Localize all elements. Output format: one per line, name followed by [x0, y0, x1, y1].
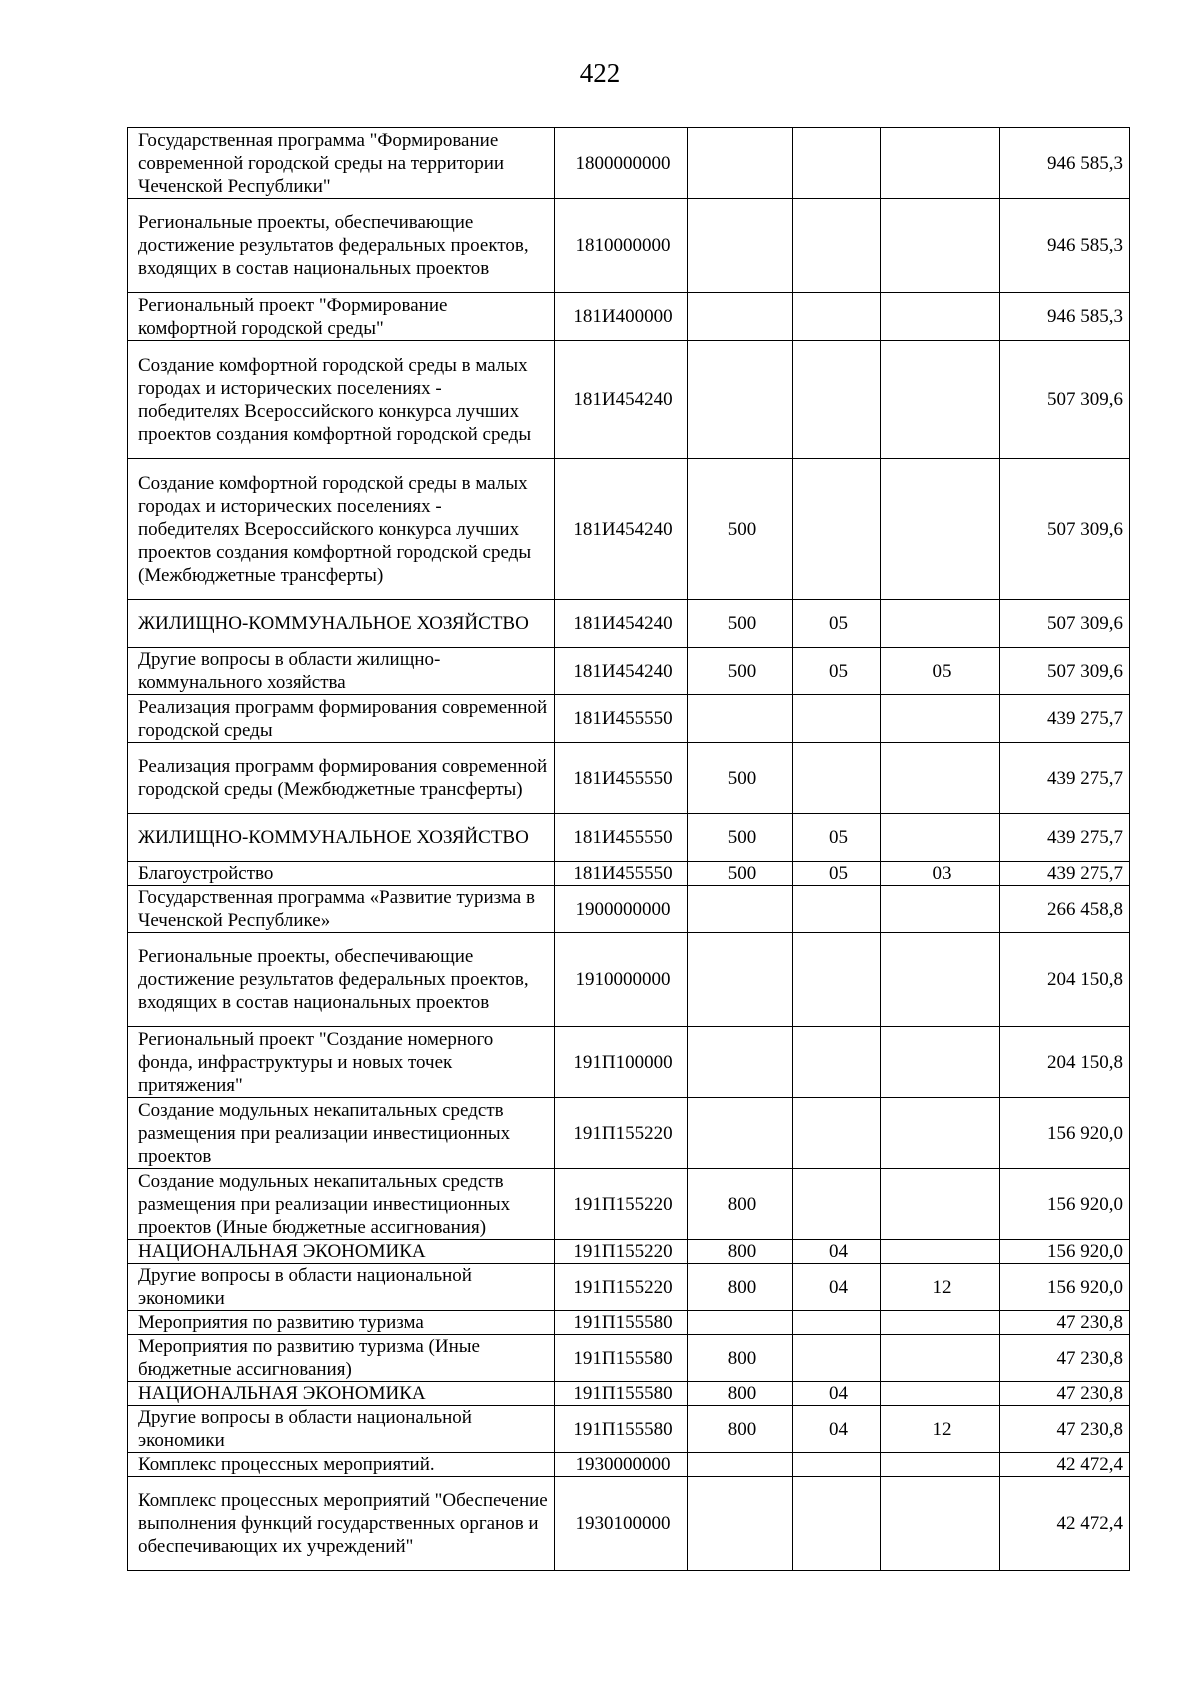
- row-rz: 05: [793, 862, 881, 886]
- row-rz: [793, 1311, 881, 1335]
- row-rz: 04: [793, 1264, 881, 1311]
- row-vr: [688, 933, 793, 1027]
- row-sum: 42 472,4: [1000, 1477, 1130, 1571]
- row-sum: 507 309,6: [1000, 648, 1130, 695]
- row-pr: [881, 1382, 1000, 1406]
- row-code: 1800000000: [555, 128, 688, 199]
- row-rz: [793, 933, 881, 1027]
- row-vr: 500: [688, 814, 793, 862]
- row-pr: [881, 814, 1000, 862]
- row-sum: 156 920,0: [1000, 1264, 1130, 1311]
- row-code: 181И454240: [555, 459, 688, 600]
- row-rz: 05: [793, 814, 881, 862]
- row-pr: [881, 886, 1000, 933]
- row-sum: 156 920,0: [1000, 1240, 1130, 1264]
- row-pr: [881, 293, 1000, 341]
- row-name: Реализация программ формирования современной городской среды (Межбюджетные трансферты): [128, 743, 555, 814]
- row-name: Мероприятия по развитию туризма (Иные бюджетные ассигнования): [128, 1335, 555, 1382]
- row-code: 191П155580: [555, 1335, 688, 1382]
- row-rz: 05: [793, 648, 881, 695]
- table-row: [128, 1027, 1130, 1098]
- row-name: Региональный проект "Создание номерного фонда, инфраструктуры и новых точек притяжения": [128, 1027, 555, 1098]
- row-pr: [881, 1311, 1000, 1335]
- row-rz: [793, 1453, 881, 1477]
- row-name: НАЦИОНАЛЬНАЯ ЭКОНОМИКА: [128, 1382, 555, 1406]
- row-name: Государственная программа «Развитие туризма в Чеченской Республике»: [128, 886, 555, 933]
- row-pr: [881, 1027, 1000, 1098]
- row-vr: [688, 1477, 793, 1571]
- row-name: НАЦИОНАЛЬНАЯ ЭКОНОМИКА: [128, 1240, 555, 1264]
- row-pr: [881, 199, 1000, 293]
- row-code: 191П155220: [555, 1264, 688, 1311]
- row-code: 181И454240: [555, 341, 688, 459]
- row-pr: [881, 1477, 1000, 1571]
- row-sum: 47 230,8: [1000, 1311, 1130, 1335]
- row-name: Государственная программа "Формирование современной городской среды на территории Чеченской Республики": [128, 128, 555, 199]
- row-rz: [793, 886, 881, 933]
- row-name: Другие вопросы в области жилищно-коммунального хозяйства: [128, 648, 555, 695]
- row-sum: 266 458,8: [1000, 886, 1130, 933]
- row-rz: 04: [793, 1406, 881, 1453]
- row-rz: [793, 1477, 881, 1571]
- row-sum: 156 920,0: [1000, 1098, 1130, 1169]
- row-pr: 12: [881, 1264, 1000, 1311]
- row-vr: 800: [688, 1382, 793, 1406]
- row-code: 191П155220: [555, 1240, 688, 1264]
- row-vr: [688, 293, 793, 341]
- row-name: Региональные проекты, обеспечивающие достижение результатов федеральных проектов, входящих в состав национальных проектов: [128, 933, 555, 1027]
- row-code: 191П155580: [555, 1382, 688, 1406]
- row-name: Реализация программ формирования современной городской среды: [128, 695, 555, 743]
- row-sum: 47 230,8: [1000, 1382, 1130, 1406]
- row-code: 191П155220: [555, 1098, 688, 1169]
- row-code: 181И454240: [555, 600, 688, 648]
- row-name: Региональные проекты, обеспечивающие достижение результатов федеральных проектов, входящих в состав национальных проектов: [128, 199, 555, 293]
- row-name: Создание модульных некапитальных средств размещения при реализации инвестиционных проектов: [128, 1098, 555, 1169]
- row-vr: [688, 1027, 793, 1098]
- row-sum: 42 472,4: [1000, 1453, 1130, 1477]
- table-row: [128, 648, 1130, 695]
- row-sum: 439 275,7: [1000, 695, 1130, 743]
- table-row: [128, 1406, 1130, 1453]
- row-vr: [688, 1098, 793, 1169]
- row-rz: [793, 1098, 881, 1169]
- row-pr: [881, 695, 1000, 743]
- row-code: 181И454240: [555, 648, 688, 695]
- row-sum: 204 150,8: [1000, 1027, 1130, 1098]
- row-name: Комплекс процессных мероприятий "Обеспечение выполнения функций государственных органов и обеспечивающих их учреждений": [128, 1477, 555, 1571]
- table-row: [128, 862, 1130, 886]
- row-name: Другие вопросы в области национальной экономики: [128, 1264, 555, 1311]
- row-pr: [881, 743, 1000, 814]
- table-row: [128, 886, 1130, 933]
- row-vr: 500: [688, 459, 793, 600]
- table-row: [128, 199, 1130, 293]
- row-pr: [881, 1335, 1000, 1382]
- row-code: 181И455550: [555, 862, 688, 886]
- row-rz: [793, 199, 881, 293]
- row-vr: 800: [688, 1240, 793, 1264]
- table-row: [128, 1477, 1130, 1571]
- row-code: 1930000000: [555, 1453, 688, 1477]
- row-code: 1910000000: [555, 933, 688, 1027]
- budget-table: [127, 127, 1130, 1571]
- table-row: [128, 814, 1130, 862]
- table-row: [128, 743, 1130, 814]
- row-sum: 507 309,6: [1000, 459, 1130, 600]
- row-rz: [793, 695, 881, 743]
- row-rz: 04: [793, 1240, 881, 1264]
- row-name: Мероприятия по развитию туризма: [128, 1311, 555, 1335]
- row-rz: [793, 293, 881, 341]
- row-name: ЖИЛИЩНО-КОММУНАЛЬНОЕ ХОЗЯЙСТВО: [128, 600, 555, 648]
- row-rz: [793, 1027, 881, 1098]
- table-row: [128, 341, 1130, 459]
- row-code: 181И455550: [555, 695, 688, 743]
- row-pr: [881, 459, 1000, 600]
- row-code: 191П100000: [555, 1027, 688, 1098]
- row-vr: [688, 1311, 793, 1335]
- row-vr: 500: [688, 743, 793, 814]
- row-name: Создание комфортной городской среды в малых городах и исторических поселениях - победителях Всероссийского конкурса лучших проектов создания комфортной городской среды: [128, 341, 555, 459]
- row-name: Региональный проект "Формирование комфортной городской среды": [128, 293, 555, 341]
- table-row: [128, 1264, 1130, 1311]
- row-vr: [688, 199, 793, 293]
- row-pr: [881, 1169, 1000, 1240]
- table-row: [128, 1382, 1130, 1406]
- row-pr: 12: [881, 1406, 1000, 1453]
- row-code: 1900000000: [555, 886, 688, 933]
- row-rz: 05: [793, 600, 881, 648]
- table-row: [128, 695, 1130, 743]
- row-vr: 500: [688, 648, 793, 695]
- table-row: [128, 128, 1130, 199]
- page-number: 422: [579, 58, 621, 88]
- row-vr: [688, 1453, 793, 1477]
- table-row: [128, 1240, 1130, 1264]
- row-name: Создание модульных некапитальных средств размещения при реализации инвестиционных проектов (Иные бюджетные ассигнования): [128, 1169, 555, 1240]
- row-rz: [793, 1335, 881, 1382]
- table-row: [128, 1453, 1130, 1477]
- row-pr: [881, 600, 1000, 648]
- row-code: 1810000000: [555, 199, 688, 293]
- row-sum: 47 230,8: [1000, 1406, 1130, 1453]
- row-rz: [793, 459, 881, 600]
- row-vr: 800: [688, 1169, 793, 1240]
- row-pr: 03: [881, 862, 1000, 886]
- row-rz: [793, 341, 881, 459]
- row-pr: [881, 341, 1000, 459]
- row-sum: 439 275,7: [1000, 814, 1130, 862]
- row-name: Благоустройство: [128, 862, 555, 886]
- row-vr: [688, 695, 793, 743]
- row-vr: [688, 128, 793, 199]
- row-code: 181И455550: [555, 814, 688, 862]
- row-vr: 800: [688, 1264, 793, 1311]
- table-row: [128, 293, 1130, 341]
- row-code: 181И455550: [555, 743, 688, 814]
- row-name: Комплекс процессных мероприятий.: [128, 1453, 555, 1477]
- row-vr: 800: [688, 1406, 793, 1453]
- row-sum: 439 275,7: [1000, 862, 1130, 886]
- row-pr: [881, 128, 1000, 199]
- row-code: 191П155580: [555, 1311, 688, 1335]
- row-pr: [881, 1098, 1000, 1169]
- row-sum: 47 230,8: [1000, 1335, 1130, 1382]
- row-code: 191П155220: [555, 1169, 688, 1240]
- table-row: [128, 600, 1130, 648]
- table-row: [128, 1169, 1130, 1240]
- row-rz: [793, 743, 881, 814]
- row-rz: 04: [793, 1382, 881, 1406]
- table-row: [128, 1311, 1130, 1335]
- row-pr: 05: [881, 648, 1000, 695]
- row-code: 1930100000: [555, 1477, 688, 1571]
- row-rz: [793, 1169, 881, 1240]
- table-row: [128, 933, 1130, 1027]
- row-pr: [881, 1240, 1000, 1264]
- table-row: [128, 1335, 1130, 1382]
- row-sum: 507 309,6: [1000, 341, 1130, 459]
- row-sum: 946 585,3: [1000, 293, 1130, 341]
- row-vr: [688, 341, 793, 459]
- table-row: [128, 459, 1130, 600]
- row-sum: 204 150,8: [1000, 933, 1130, 1027]
- row-sum: 439 275,7: [1000, 743, 1130, 814]
- row-sum: 946 585,3: [1000, 128, 1130, 199]
- row-pr: [881, 933, 1000, 1027]
- row-name: Другие вопросы в области национальной экономики: [128, 1406, 555, 1453]
- table-row: [128, 1098, 1130, 1169]
- row-vr: 500: [688, 600, 793, 648]
- row-pr: [881, 1453, 1000, 1477]
- row-rz: [793, 128, 881, 199]
- row-name: Создание комфортной городской среды в малых городах и исторических поселениях - победителях Всероссийского конкурса лучших проектов создания комфортной городской среды (Межбюджетные трансферты): [128, 459, 555, 600]
- row-name: ЖИЛИЩНО-КОММУНАЛЬНОЕ ХОЗЯЙСТВО: [128, 814, 555, 862]
- row-sum: 507 309,6: [1000, 600, 1130, 648]
- row-sum: 946 585,3: [1000, 199, 1130, 293]
- row-vr: 800: [688, 1335, 793, 1382]
- row-sum: 156 920,0: [1000, 1169, 1130, 1240]
- row-vr: [688, 886, 793, 933]
- row-code: 181И400000: [555, 293, 688, 341]
- row-vr: 500: [688, 862, 793, 886]
- row-code: 191П155580: [555, 1406, 688, 1453]
